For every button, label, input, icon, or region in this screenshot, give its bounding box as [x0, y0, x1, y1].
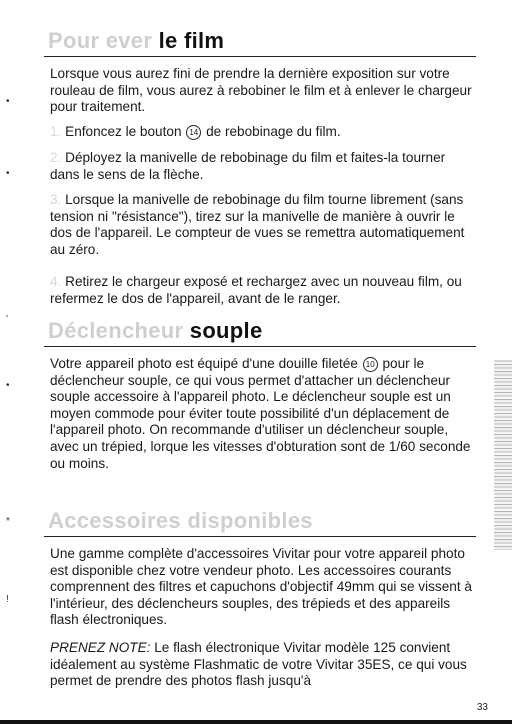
button-14-symbol: 14 — [186, 125, 201, 140]
section-rule — [44, 536, 476, 537]
margin-mark: • — [6, 168, 10, 179]
margin-mark: • — [6, 96, 10, 107]
paragraph-accessories: Une gamme complète d'accessoires Vivitar pour votre appareil photo est disponible chez votre vendeur photo. Les accessoires courants comprennent des filtres et capuchons d'objectif 49mm qui se vissent à l'intérieur, des déclencheurs souples, des trépieds et des appareils flash électroniques. — [50, 546, 472, 628]
paragraph-cable-release: Votre appareil photo est équipé d'une douille filetée 10 pour le déclencheur souple, ce qui vous permet d'attacher un déclencheur souple accessoire à l'appareil photo. Le déclencheur souple est un moyen commode pour éviter toute possibilité d'un déplacement de l'appareil photo. On recommande d'utiliser un déclencheur souple, avec un trépied, lorque les vitesses d'obturation sont de 1/60 seconde ou moins. — [50, 356, 471, 471]
margin-mark: * — [6, 516, 10, 527]
margin-mark: • — [6, 380, 10, 391]
step-3: 3. Lorsque la manivelle de rebobinage du film tourne librement (sans tension ni "résistance"), tirez sur la manivelle de manière à ouvrir le dos de l'appareil. Le compteur de vues se remettra automatiquement au zéro. — [50, 192, 465, 257]
step-2: 2. Déployez la manivelle de rebobinage du film et faites-la tourner dans le sens de la flèche. — [50, 150, 446, 182]
page-number: 33 — [476, 702, 488, 713]
paragraph-intro: Lorsque vous aurez fini de prendre la dernière exposition sur votre rouleau de film, vous aurez à rebobiner le film et à enlever le chargeur pour traitement. — [50, 66, 472, 115]
section-rule — [44, 56, 476, 57]
section-heading-accessories: Accessoires disponibles — [48, 508, 313, 533]
socket-10-symbol: 10 — [363, 357, 378, 372]
margin-mark: ' — [6, 314, 8, 325]
section-heading-film: Pour ever le film — [48, 28, 225, 53]
margin-mark: ! — [6, 594, 9, 605]
paragraph-note: PRENEZ NOTE: Le flash électronique Vivitar modèle 125 convient idéalement au système Flashmatic de votre Vivitar 35ES, ce qui vous permet de prendre des photos flash jusqu'à — [50, 640, 467, 689]
scan-edge-artifact — [494, 360, 512, 550]
scan-bottom-edge — [0, 720, 512, 724]
step-4: 4. Retirez le chargeur exposé et rechargez avec un nouveau film, ou refermez le dos de l'appareil, avant de le ranger. — [50, 274, 462, 306]
section-rule — [44, 346, 476, 347]
section-heading-cable-release: Déclencheur souple — [48, 318, 263, 343]
step-1: 1. Enfoncez le bouton 14 de rebobinage du film. — [50, 124, 341, 139]
